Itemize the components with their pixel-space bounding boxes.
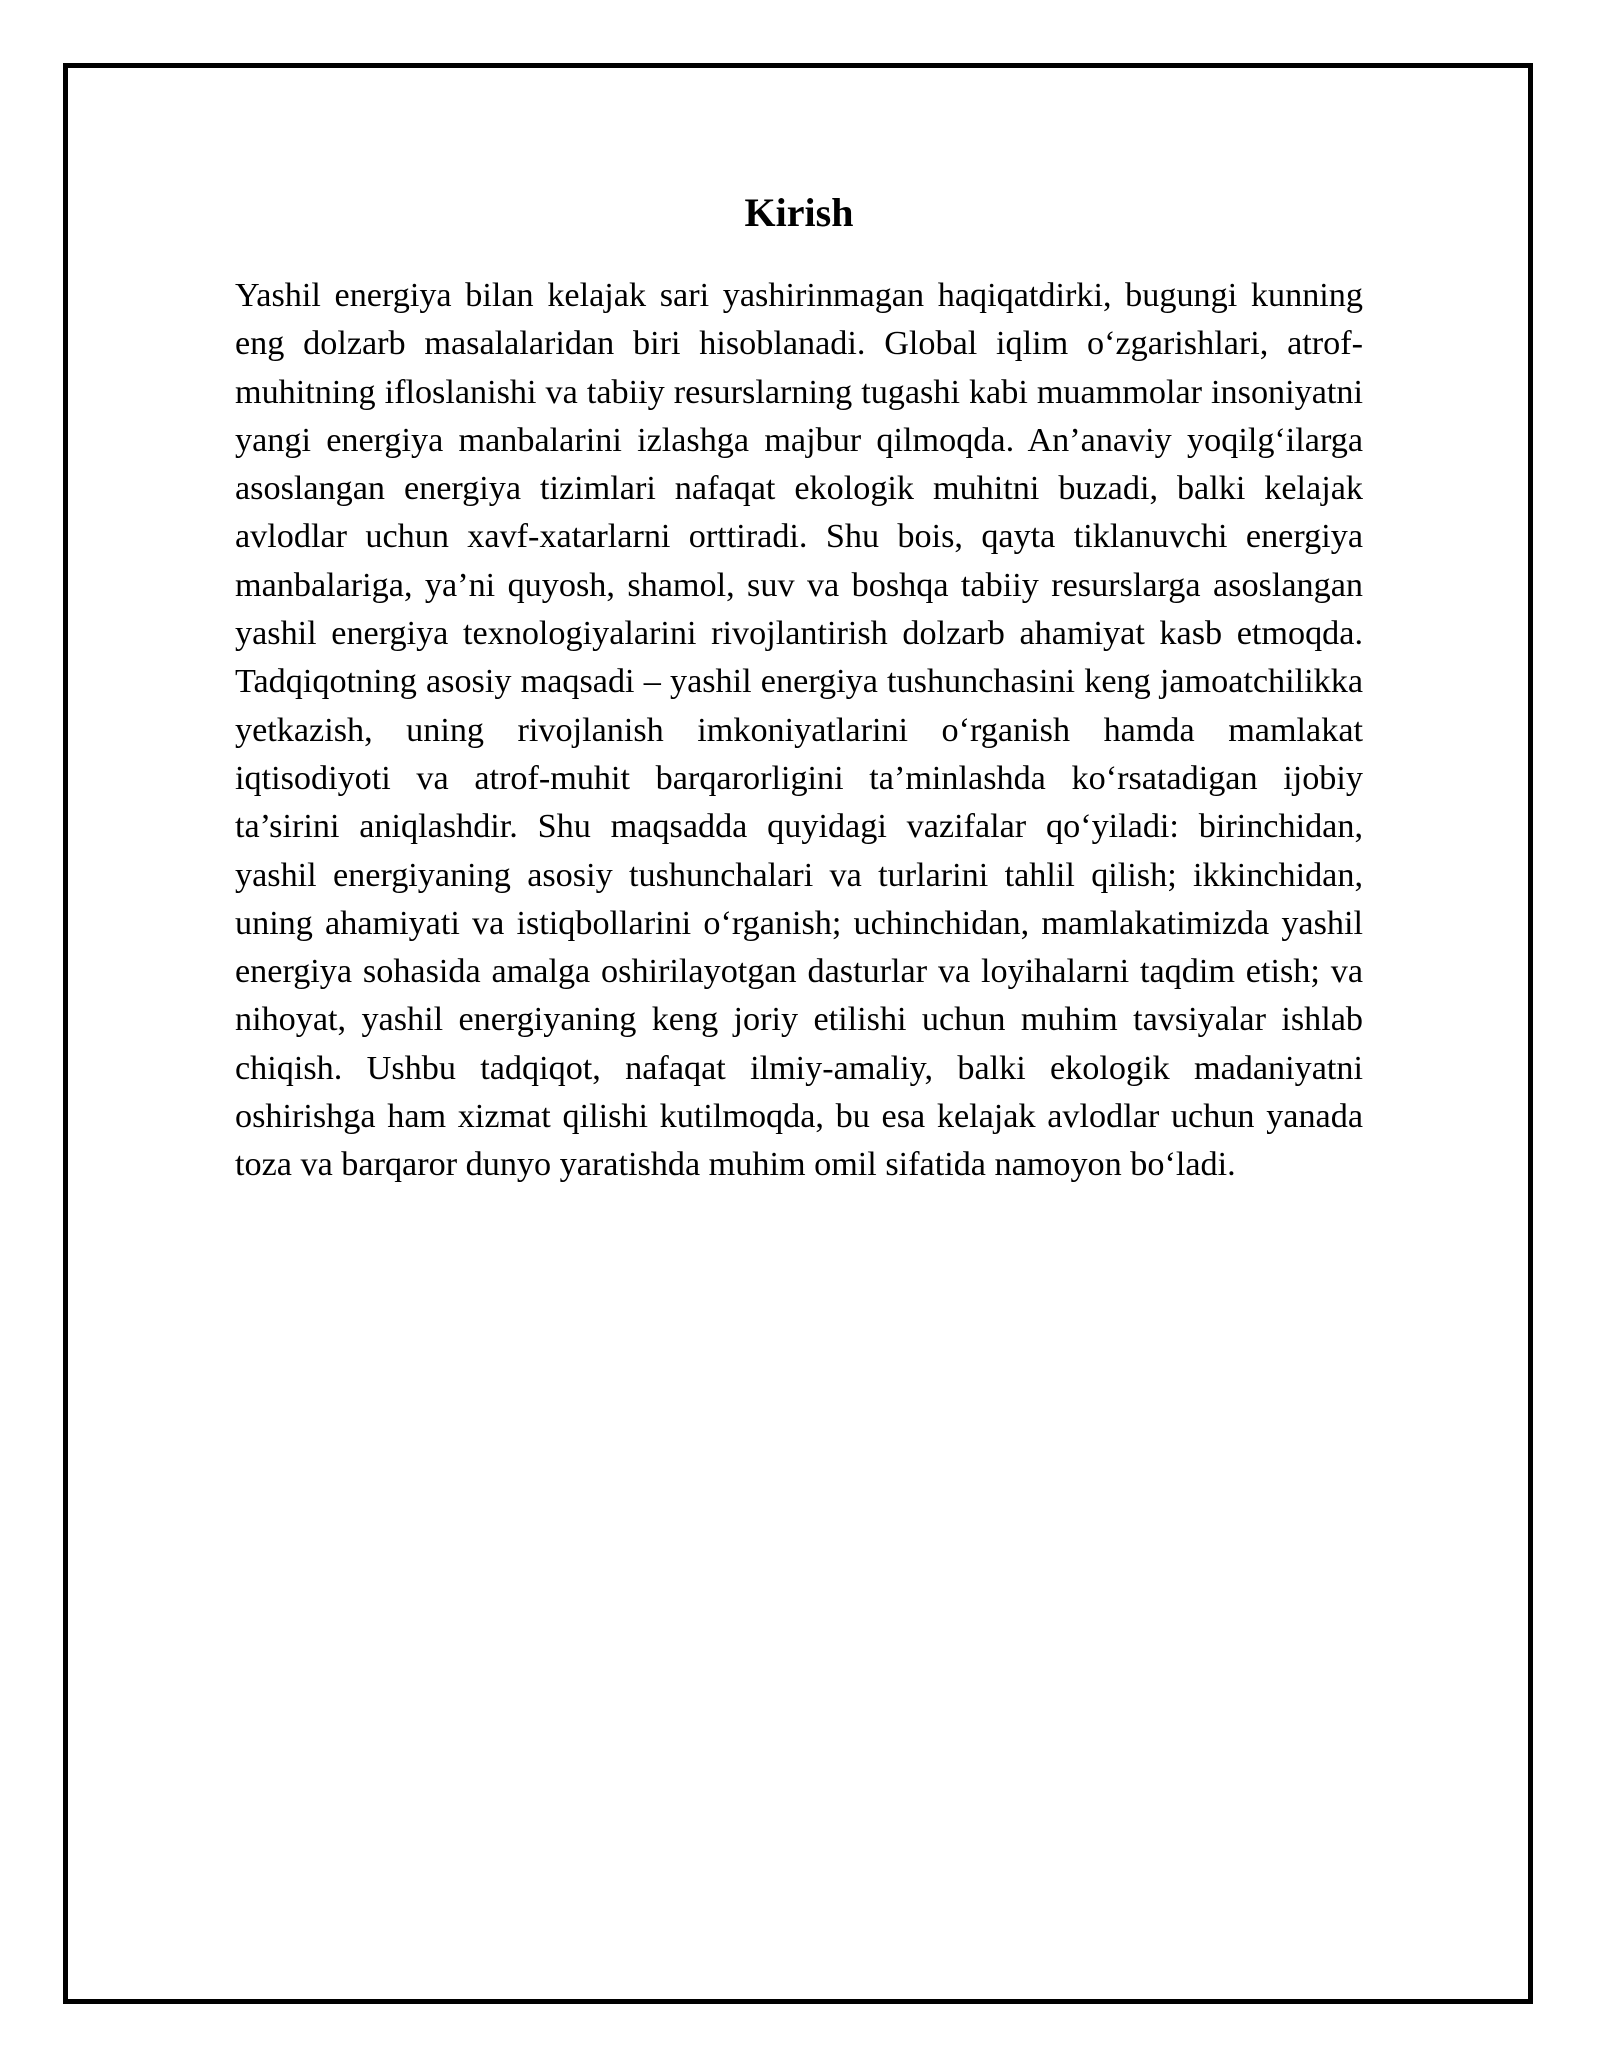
page-title: Kirish <box>744 190 854 235</box>
document-content <box>235 185 1363 1190</box>
body-paragraph: Yashil energiya bilan kelajak sari yashirinmagan haqiqatdirki, bugungi kunning eng dolzarb masalalaridan biri hisoblanadi. Global iqlim o‘zgarishlari, atrof-muhitning ifloslanishi va tabiiy resurslarning tugashi kabi muammolar insoniyatni yangi energiya manbalarini izlashga majbur qilmoqda. An’anaviy yoqilg‘ilarga asoslangan energiya tizimlari nafaqat ekologik muhitni buzadi, balki kelajak avlodlar uchun xavf-xatarlarni orttiradi. Shu bois, qayta tiklanuvchi energiya manbalariga, ya’ni quyosh, shamol, suv va boshqa tabiiy resurslarga asoslangan yashil energiya texnologiyalarini rivojlantirish dolzarb ahamiyat kasb etmoqda. Tadqiqotning asosiy maqsadi – yashil energiya tushunchasini keng jamoatchilikka yetkazish, uning rivojlanish imkoniyatlarini o‘rganish hamda mamlakat iqtisodiyoti va atrof-muhit barqarorligini ta’minlashda ko‘rsatadigan ijobiy ta’sirini aniqlashdir. Shu maqsadda quyidagi vazifalar qo‘yiladi: birinchidan, yashil energiyaning asosiy tushunchalari va turlarini tahlil qilish; ikkinchidan, uning ahamiyati va istiqbollarini o‘rganish; uchinchidan, mamlakatimizda yashil energiya sohasida amalga oshirilayotgan dasturlar va loyihalarni taqdim etish; va nihoyat, yashil energiyaning keng joriy etilishi uchun muhim tavsiyalar ishlab chiqish. Ushbu tadqiqot, nafaqat ilmiy-amaliy, balki ekologik madaniyatni oshirishga ham xizmat qilishi kutilmoqda, bu esa kelajak avlodlar uchun yanada toza va barqaror dunyo yaratishda muhim omil sifatida namoyon bo‘ladi. <box>235 277 1363 1184</box>
